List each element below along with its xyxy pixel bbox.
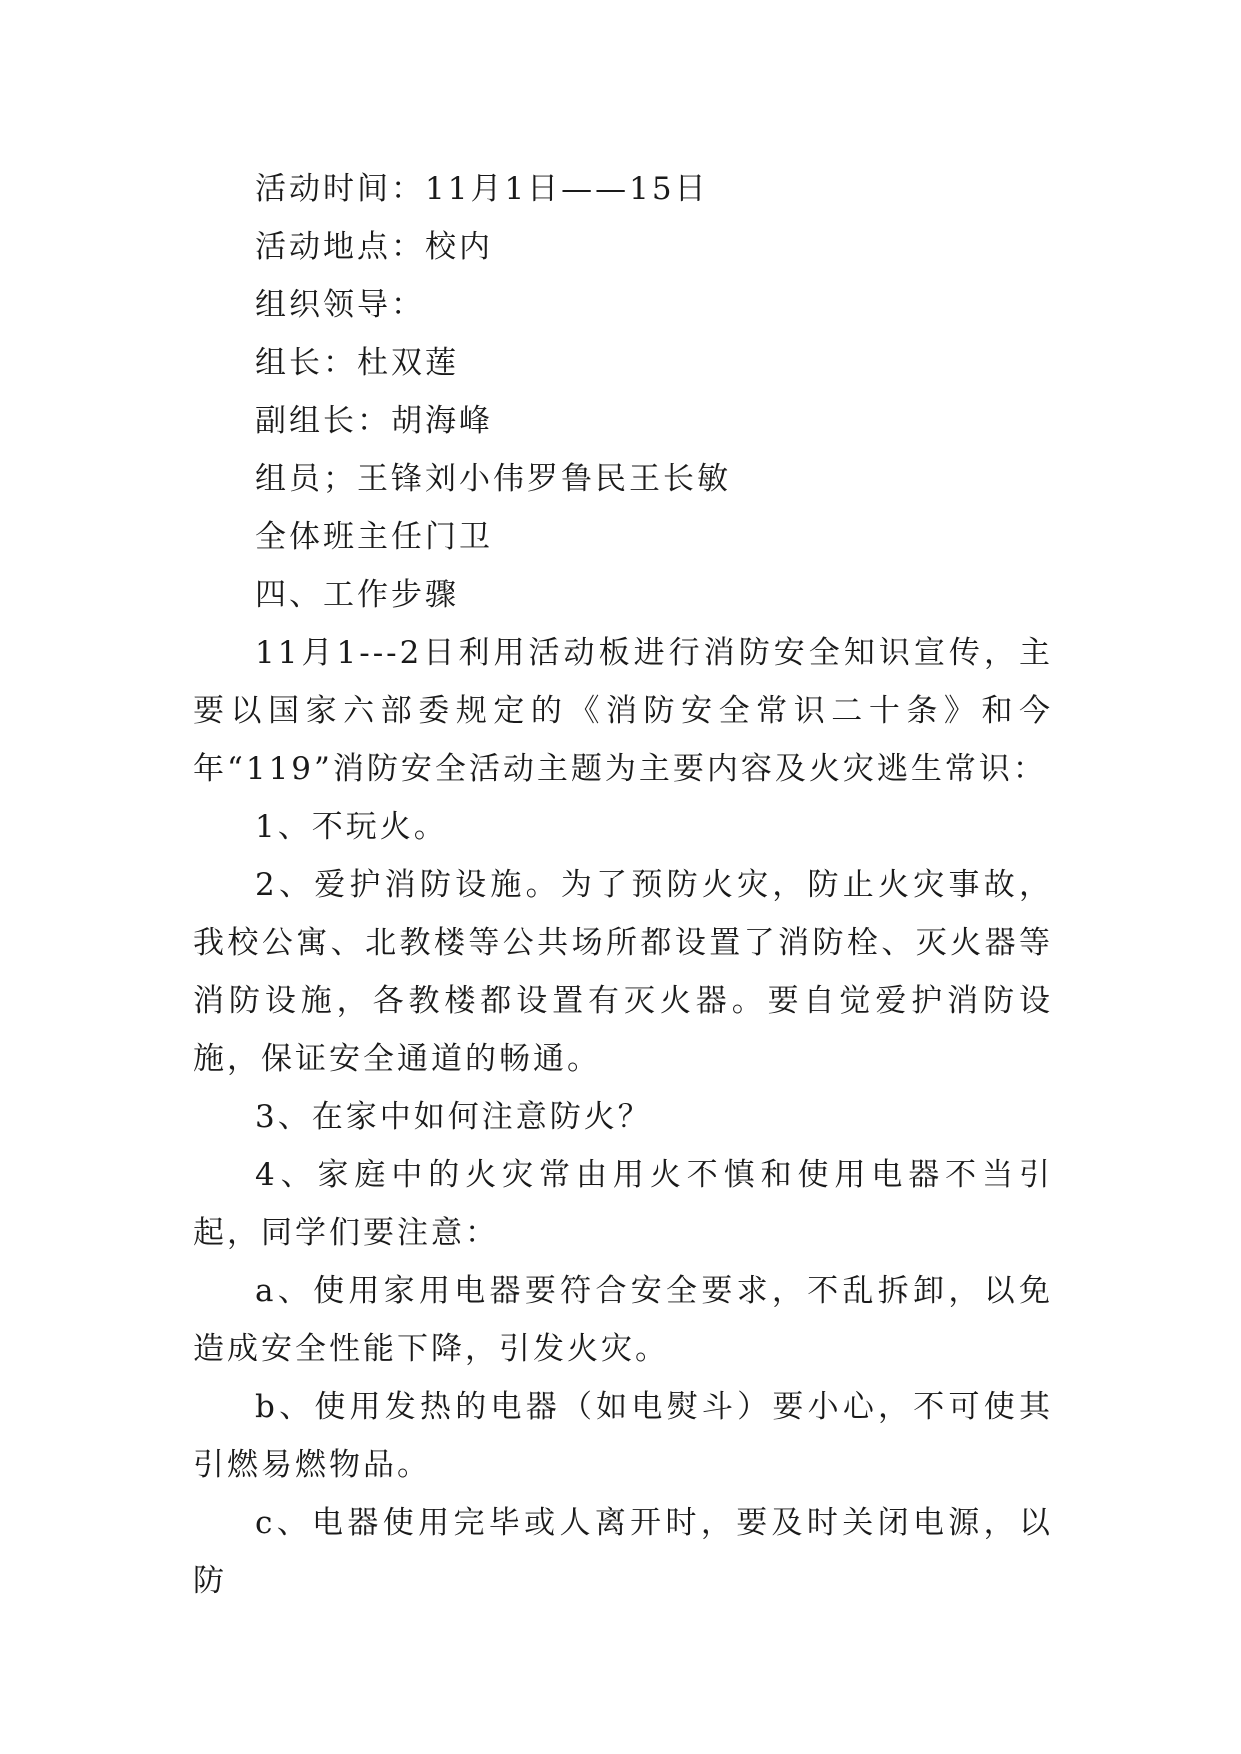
section-heading-work-steps: 四、工作步骤	[255, 577, 459, 613]
list-item-1: 1、不玩火。	[255, 809, 448, 845]
list-item-a: a、使用家用电器要符合安全要求，不乱拆卸，以免造成安全性能下降，引发火灾。	[193, 1273, 1053, 1367]
paragraph-organization-heading: 组织领导：	[255, 287, 425, 323]
list-item-4: 4、家庭中的火灾常由用火不慎和使用电器不当引起，同学们要注意：	[193, 1157, 1053, 1251]
list-item-3: 3、在家中如何注意防火？	[255, 1099, 652, 1135]
list-item-c: c、电器使用完毕或人离开时，要及时关闭电源，以防	[193, 1505, 1053, 1599]
paragraph-publicity: 11月1---2日利用活动板进行消防安全知识宣传，主要以国家六部委规定的《消防安全常识二十条》和今年“119”消防安全活动主题为主要内容及火灾逃生常识：	[193, 635, 1053, 787]
list-item-b: b、使用发热的电器（如电熨斗）要小心，不可使其引燃易燃物品。	[193, 1389, 1053, 1483]
paragraph-group-leader: 组长：杜双莲	[255, 345, 459, 381]
paragraph-activity-time: 活动时间：11月1日——15日	[255, 171, 709, 207]
paragraph-class-teachers: 全体班主任门卫	[255, 519, 493, 555]
paragraph-activity-location: 活动地点：校内	[255, 229, 493, 265]
paragraph-group-members: 组员；王锋刘小伟罗鲁民王长敏	[255, 461, 731, 497]
list-item-2: 2、爱护消防设施。为了预防火灾，防止火灾事故，我校公寓、北教楼等公共场所都设置了消防栓、灭火器等消防设施，各教楼都设置有灭火器。要自觉爱护消防设施，保证安全通道的畅通。	[193, 867, 1053, 1077]
document-body	[193, 160, 1053, 1610]
paragraph-deputy-leader: 副组长：胡海峰	[255, 403, 493, 439]
